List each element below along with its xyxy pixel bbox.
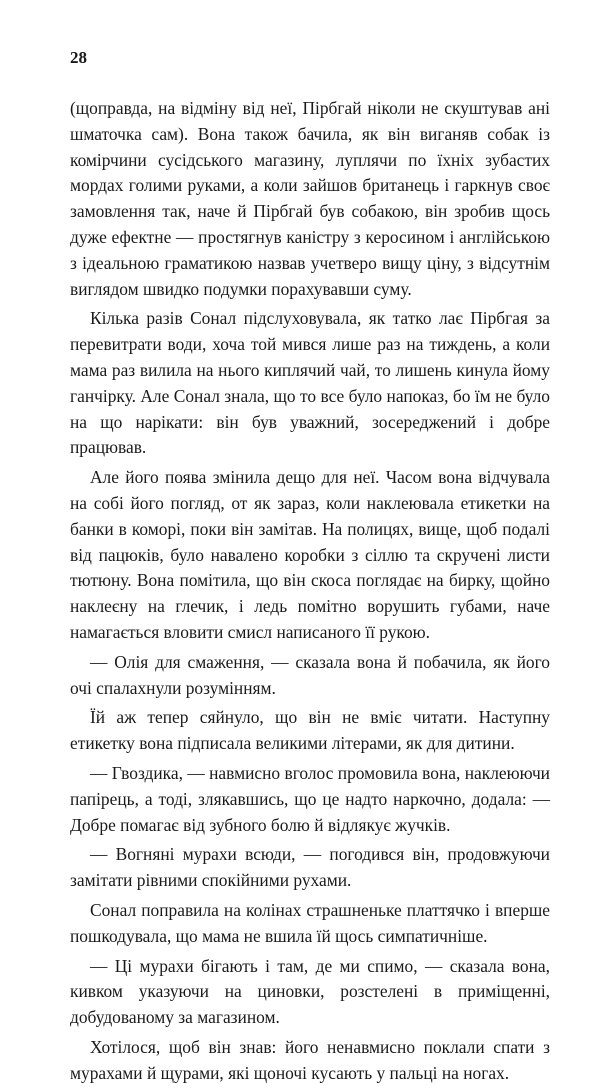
paragraph: — Гвоздика, — навмисно вголос промовила вона, наклеюючи папірець, а тоді, злякавшись, що це надто наркочно, додала: — Добре помагає від зубного болю й відлякує жучків.	[70, 762, 550, 835]
paragraph: — Ці мурахи бігають і там, де ми спимо, — сказала вона, кивком указуючи на циновки, розстелені в приміщенні, добудованому за магазином.	[70, 955, 550, 1028]
paragraph: Хотілося, щоб він знав: його ненавмисно поклали спати з мурахами й щурами, які щоночі кусають у пальці на ногах.	[70, 1036, 550, 1083]
paragraph: — Вогняні мурахи всюди, — погодився він, продовжуючи замітати рівними спокійними рухами.	[70, 844, 550, 891]
body-text	[70, 96, 550, 1086]
paragraph: — Олія для смаження, — сказала вона й побачила, як його очі спалахнули розумінням.	[70, 651, 550, 698]
paragraph: Кілька разів Сонал підслуховувала, як татко лає Пірбгая за перевитрати води, хоча той мився лише раз на тиждень, а коли мама раз вилила на нього киплячий чай, то лишень кинула йому ганчірку. Але Сонал знала, що то все було напоказ, бо їм не було на що нарікати: він був уважний, зосереджений і добре працював.	[70, 308, 550, 458]
paragraph: (щоправда, на відміну від неї, Пірбгай ніколи не скуштував ані шматочка сам). Вона також бачила, як він виганяв собак із комірчини сусідського магазину, луплячи по їхніх зубастих мордах голими руками, а коли зайшов британець і гаркнув своє замовлення так, наче й Пірбгай був собакою, він зробив щось дуже ефектне — простягнув каністру з керосином і англійською з ідеальною граматикою назвав учетверо вищу ціну, з відсутнім виглядом швидко подумки порахувавши суму.	[70, 98, 550, 299]
book-page	[70, 48, 550, 1090]
page-number: 28	[70, 48, 87, 67]
paragraph: Їй аж тепер сяйнуло, що він не вміє читати. Наступну етикетку вона підписала великими літерами, як для дитини.	[70, 707, 550, 754]
paragraph: Але його поява змінила дещо для неї. Часом вона відчувала на собі його погляд, от як зараз, коли наклеювала етикетки на банки в коморі, поки він замітав. На полицях, вище, щоб подалі від пацюків, було навалено коробки з сіллю та скручені листи тютюну. Вона помітила, що він скоса поглядає на бирку, щойно наклеєну на глечик, і ледь помітно ворушить губами, наче намагається вловити смисл написаного її рукою.	[70, 467, 550, 642]
paragraph: Сонал поправила на колінах страшненьке платтячко і вперше пошкодувала, що мама не вшила їй щось симпатичніше.	[70, 899, 550, 946]
